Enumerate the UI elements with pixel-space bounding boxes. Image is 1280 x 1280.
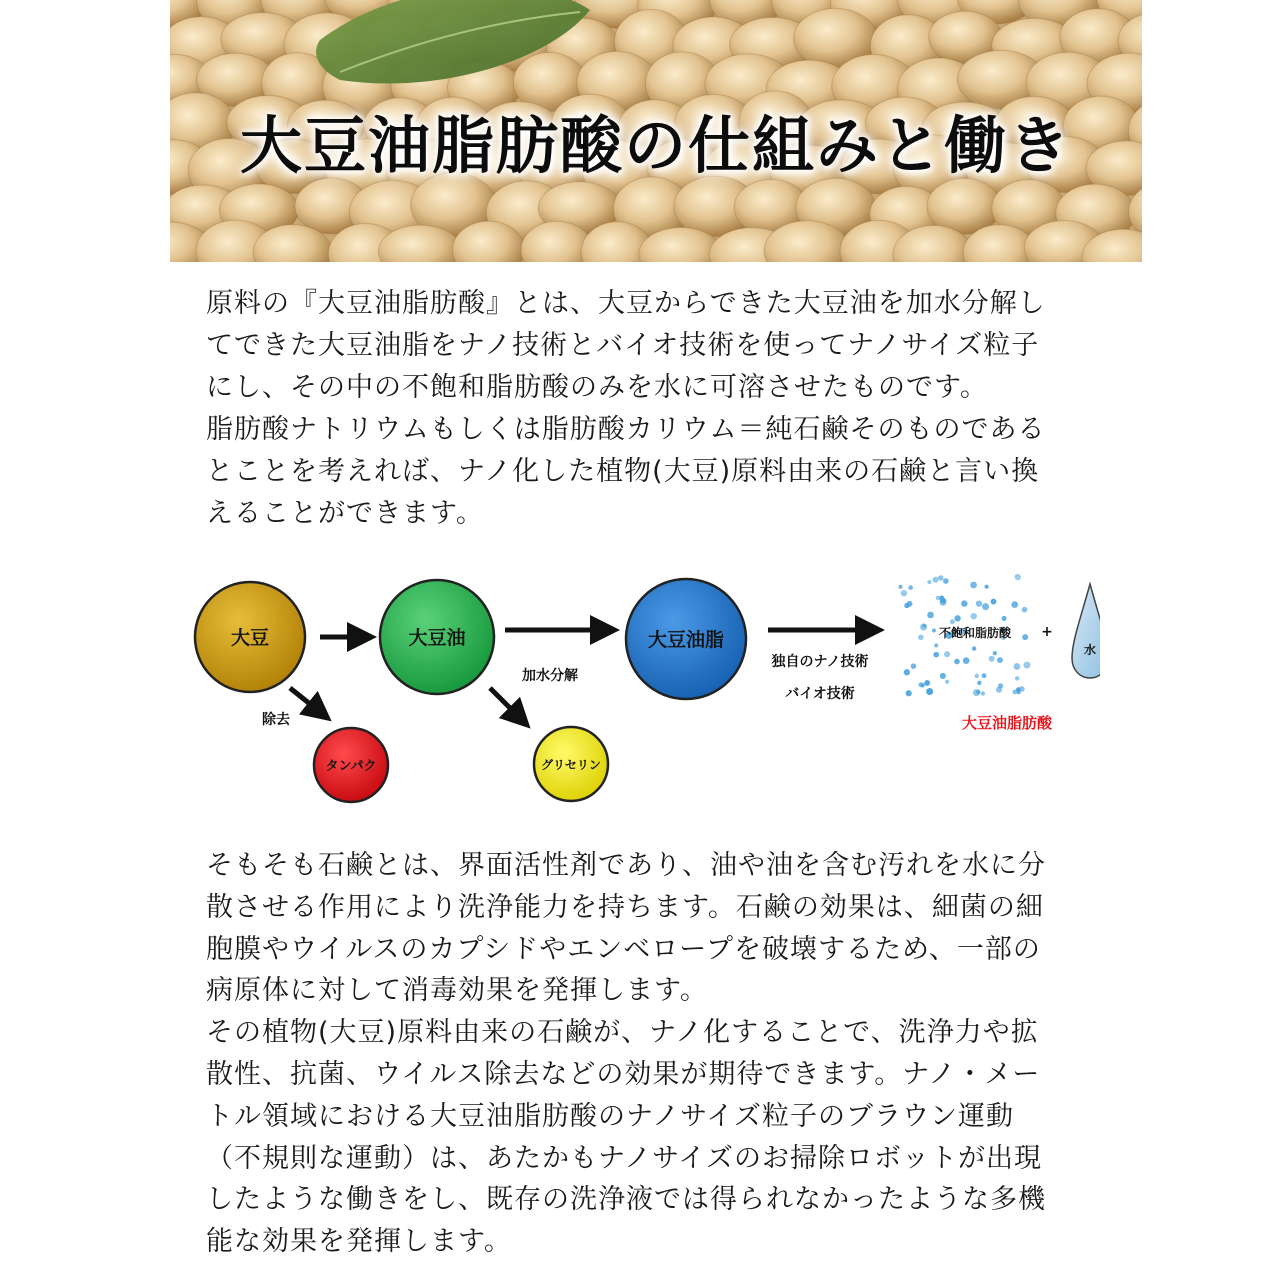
particle-dot: [933, 652, 939, 658]
particle-dot: [943, 578, 949, 584]
node-soybean-fat: [626, 579, 746, 699]
particle-dot: [970, 613, 976, 619]
particle-dot: [1023, 662, 1030, 669]
particle-dot: [911, 663, 917, 669]
intro-line: 脂肪酸ナトリウムもしくは脂肪酸カリウム＝純石鹸そのものである: [206, 414, 1046, 445]
particle-dot: [936, 596, 941, 601]
particle-dot: [904, 669, 910, 675]
particle-dot: [1015, 574, 1021, 580]
particle-dot: [998, 683, 1003, 688]
particle-dot: [993, 651, 997, 655]
body-line: （不規則な運動）は、あたかもナノサイズのお掃除ロボットが出現: [206, 1142, 1042, 1174]
particle-dot: [918, 634, 924, 640]
header-banner: [170, 0, 1142, 262]
particle-dot: [927, 580, 931, 584]
particle-dot: [907, 601, 913, 607]
label-result: 大豆油脂肪酸: [961, 714, 1053, 732]
body-line: 散性、抗菌、ウイルス除去などの効果が期待できます。ナノ・メー: [206, 1058, 1041, 1090]
intro-line: えることができます。: [206, 498, 484, 529]
particle-dot: [940, 673, 946, 679]
particle-dot: [945, 680, 949, 684]
particle-dot: [932, 628, 936, 632]
node-soybean-oil-label: 大豆油: [408, 627, 466, 649]
particle-dot: [944, 651, 950, 657]
particle-dot: [927, 612, 934, 619]
body-line: 能な効果を発揮します。: [206, 1226, 512, 1258]
particle-dot: [898, 585, 902, 589]
page-title: 大豆油脂肪酸の仕組みと働き: [239, 109, 1072, 182]
intro-paragraph: [206, 283, 1096, 535]
particle-dot: [908, 585, 913, 590]
particle-dot: [989, 656, 995, 662]
particle-dot: [1022, 634, 1028, 640]
body-line: 散させる作用により洗浄能力を持ちます。石鹸の効果は、細菌の細: [206, 891, 1044, 923]
particle-dot: [920, 623, 927, 630]
particle-dot: [977, 681, 981, 685]
particle-dot: [1022, 607, 1028, 613]
node-glycerin-label: グリセリン: [541, 758, 601, 772]
particle-dot: [997, 657, 1003, 663]
water-drop-icon: [1072, 584, 1100, 678]
node-water-label: 水: [1083, 643, 1097, 657]
particle-dot: [934, 643, 938, 647]
node-soybean: [195, 582, 305, 692]
particle-dot: [938, 575, 943, 580]
particle-dot: [1014, 663, 1021, 670]
node-soybean-label: 大豆: [230, 627, 270, 649]
particle-dot: [926, 688, 933, 695]
particle-dot: [982, 673, 987, 678]
particle-dot: [976, 690, 980, 694]
body-line: したような働きをし、既存の洗浄液では得られなかったような多機: [206, 1184, 1046, 1216]
particle-dot: [1002, 616, 1007, 621]
particle-dot: [933, 577, 939, 583]
label-hydrolysis: 加水分解: [522, 668, 578, 684]
node-protein: [314, 728, 388, 802]
particle-dot: [940, 598, 946, 604]
label-nano-tech: 独自のナノ技術: [771, 654, 869, 670]
particle-dot: [972, 646, 976, 650]
arrow-down-right-icon: [290, 688, 320, 712]
particle-dot: [1016, 687, 1021, 692]
node-soybean-oil: [380, 580, 494, 694]
particle-dot: [906, 690, 912, 696]
intro-line: とことを考えれば、ナノ化した植物(大豆)原料由来の石鹸と言い換: [206, 456, 1040, 487]
label-bio-tech: バイオ技術: [785, 686, 855, 702]
particle-dot: [961, 600, 967, 606]
body-line: トル領域における大豆油脂肪酸のナノサイズ粒子のブラウン運動: [206, 1100, 1014, 1132]
particle-dot: [924, 680, 930, 686]
body-line: その植物(大豆)原料由来の石鹸が、ナノ化することで、洗浄力や拡: [206, 1017, 1039, 1049]
node-glycerin: [534, 727, 608, 801]
label-remove: 除去: [262, 712, 290, 728]
particle-dot: [954, 659, 960, 665]
intro-line: 原料の『大豆油脂肪酸』とは、大豆からできた大豆油を加水分解し: [206, 288, 1046, 319]
particle-dot: [1015, 676, 1020, 681]
particle-dot: [991, 599, 997, 605]
process-diagram: [180, 560, 1100, 820]
node-water: [1072, 584, 1100, 678]
particle-dot: [963, 657, 970, 664]
body-line: そもそも石鹸とは、界面活性剤であり、油や油を含む汚れを水に分: [206, 850, 1046, 881]
particle-dot: [976, 600, 982, 606]
particle-dot: [950, 619, 955, 624]
particle-dot: [984, 585, 988, 589]
node-soybean-fat-label: 大豆油脂: [647, 629, 725, 651]
particle-dot: [1011, 601, 1018, 608]
label-plus: +: [1041, 624, 1053, 640]
body-paragraph: [206, 845, 1096, 1263]
body-line: 胞膜やウイルスのカプシドやエンベロープを破壊するため、一部の: [206, 933, 1041, 965]
particle-dot: [901, 590, 907, 596]
particle-dot: [918, 682, 923, 687]
particle-dot: [954, 615, 960, 621]
particle-dot: [975, 674, 979, 678]
body-line: 病原体に対して消毒効果を発揮します。: [206, 975, 708, 1007]
node-protein-label: タンパク: [325, 759, 377, 774]
intro-line: てできた大豆油脂をナノ技術とバイオ技術を使ってナノサイズ粒子: [206, 330, 1040, 361]
particle-dot: [982, 603, 989, 610]
particle-dot: [970, 582, 977, 589]
particle-dot: [981, 691, 985, 695]
intro-line: にし、その中の不飽和脂肪酸のみを水に可溶させたものです。: [206, 372, 988, 403]
label-unsaturated-fatty-acid: 不飽和脂肪酸: [938, 626, 1012, 640]
arrow-down-right-icon: [490, 688, 520, 718]
